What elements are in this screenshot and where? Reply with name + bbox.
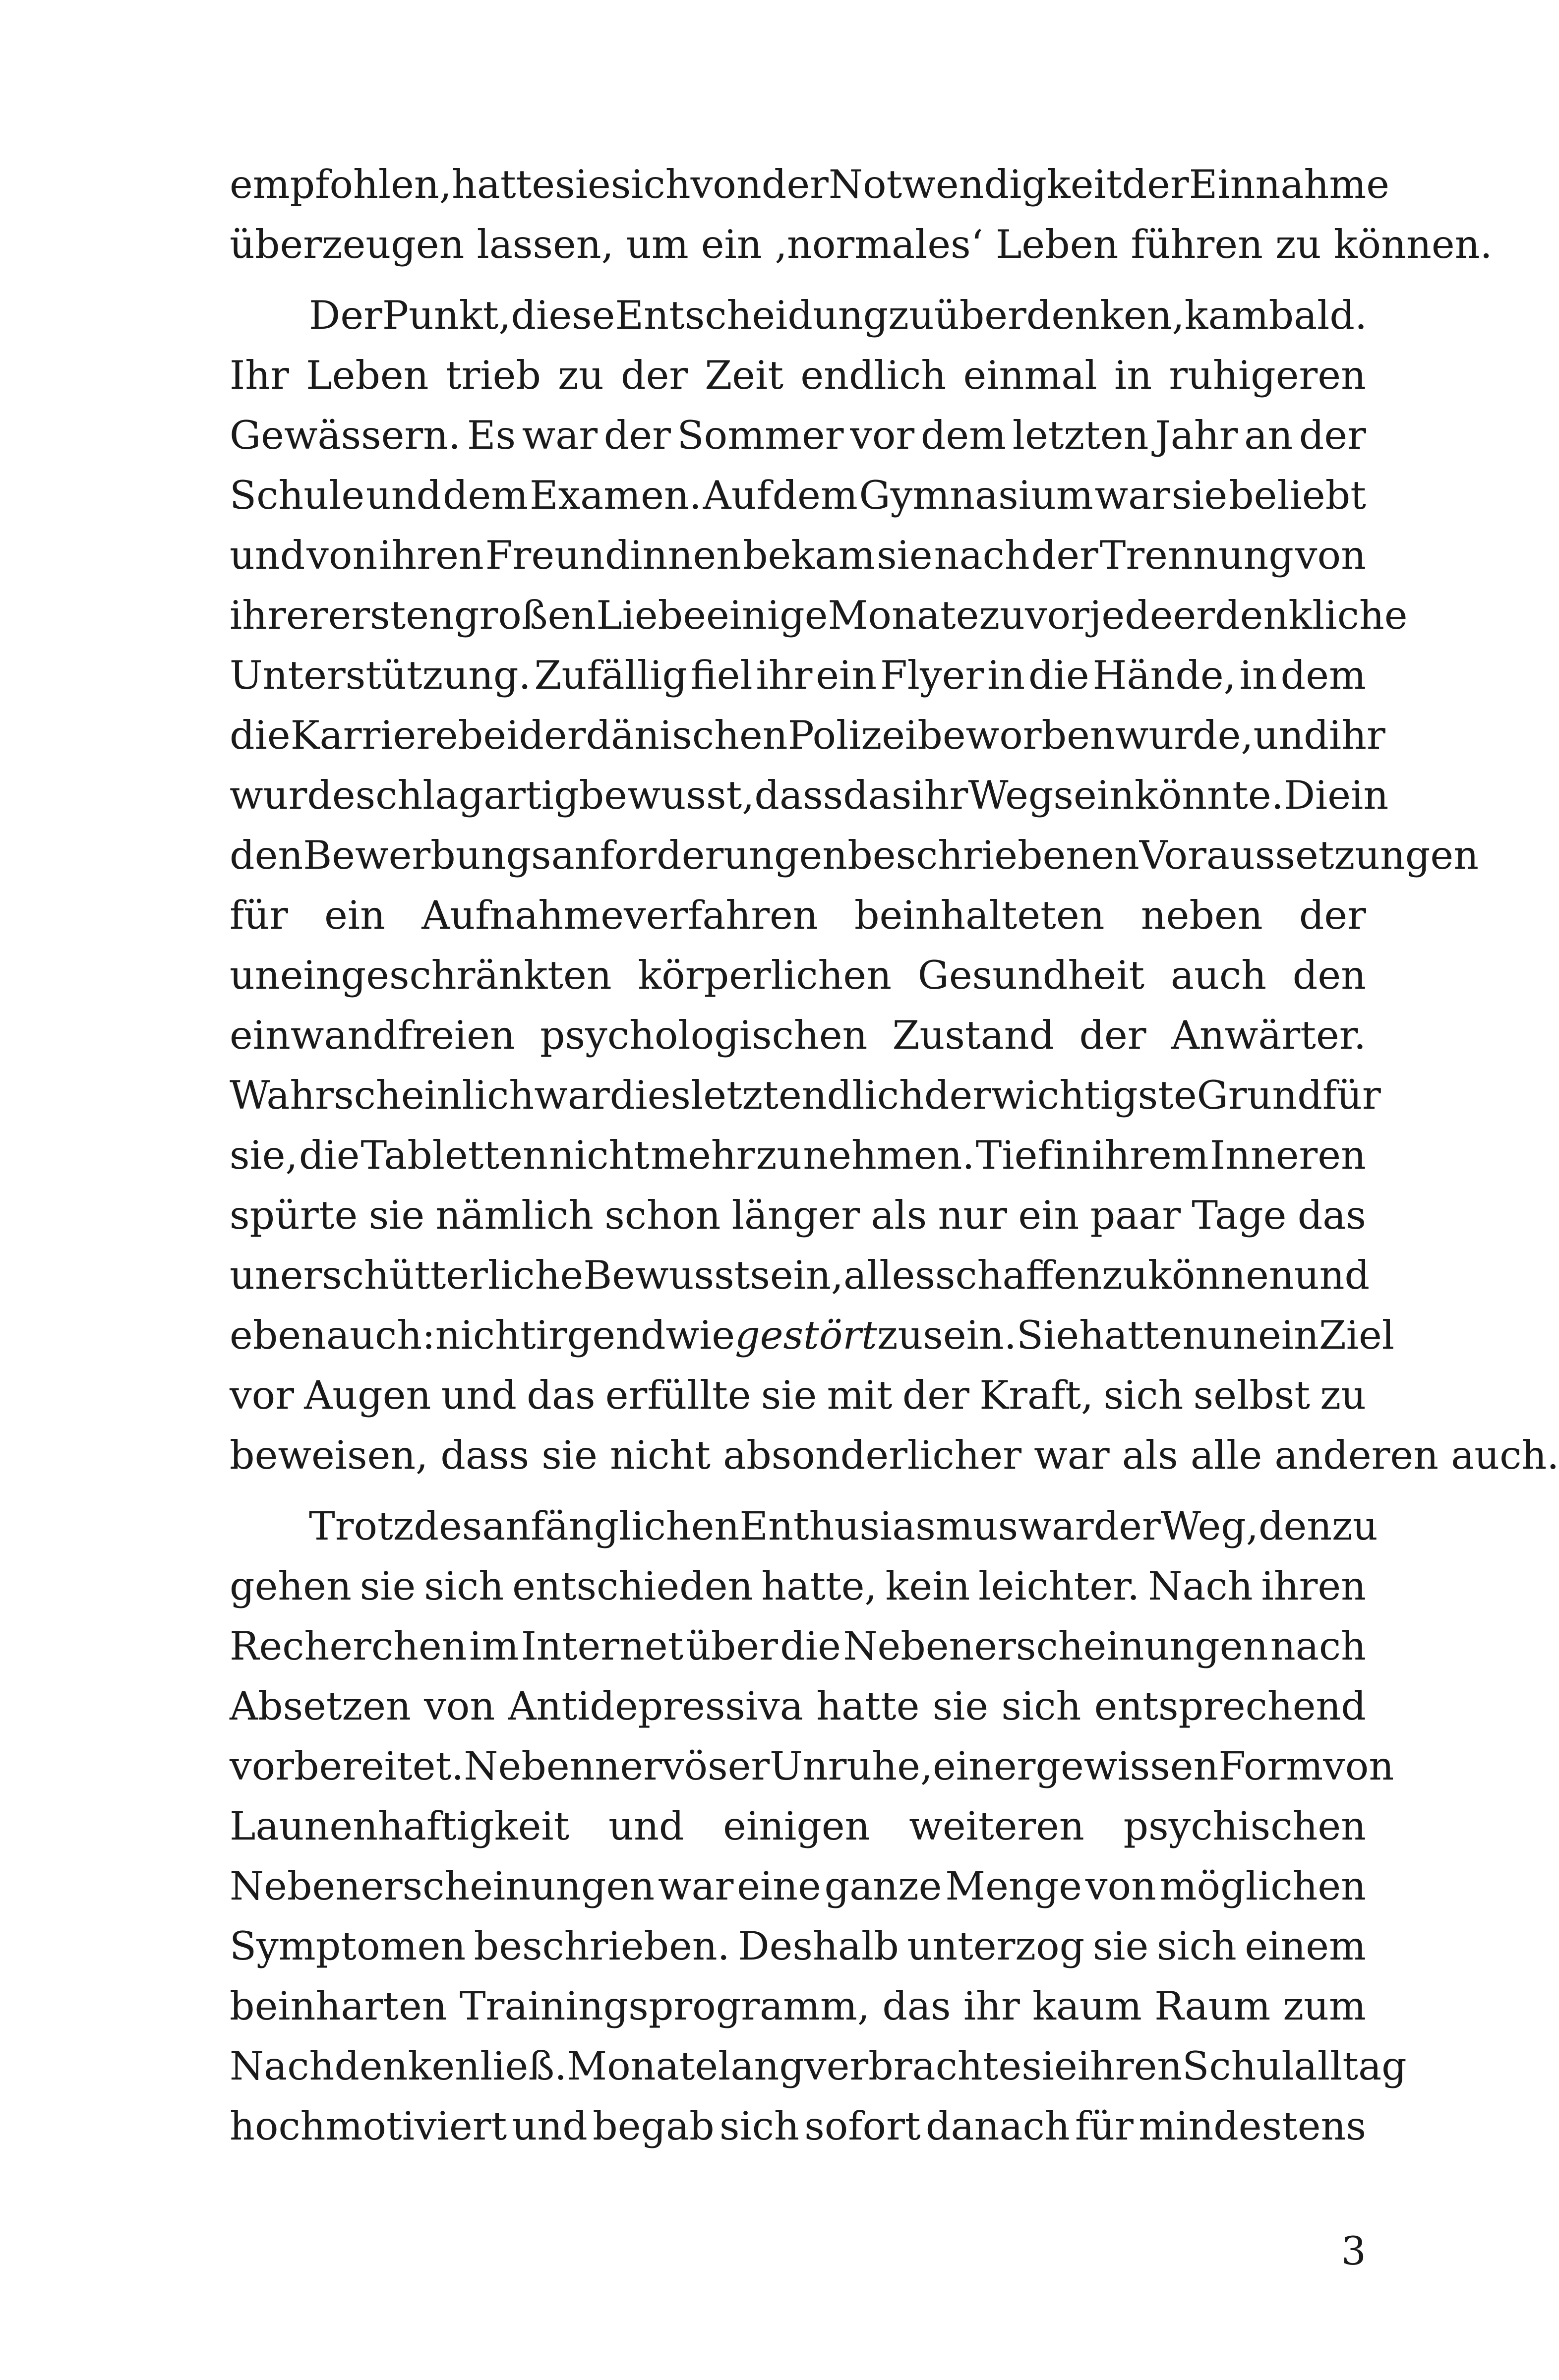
text-line: Absetzen von Antidepressiva hatte sie sich entsprechend	[230, 1683, 1366, 1729]
text-line: Launenhaftigkeit und einigen weiteren psychischen	[230, 1803, 1366, 1849]
text-line: Ihr Leben trieb zu der Zeit endlich einmal in ruhigeren	[230, 353, 1366, 398]
text-line: einwandfreien psychologischen Zustand der Anwärter.	[230, 1012, 1366, 1058]
text-line: unerschütterliche Bewusstsein, alles schaffen zu können und	[230, 1252, 1370, 1298]
text-line: Symptomen beschrieben. Deshalb unterzog sie sich einem	[230, 1923, 1366, 1969]
text-line: uneingeschränkten körperlichen Gesundheit auch den	[230, 952, 1366, 998]
text-line: Nebenerscheinungen war eine ganze Menge von möglichen	[230, 1863, 1366, 1909]
text-line: wurde schlagartig bewusst, dass das ihr Weg sein könnte. Die in	[230, 773, 1389, 818]
text-line: vor Augen und das erfüllte sie mit der Kraft, sich selbst zu	[230, 1372, 1366, 1418]
text-line: Trotz des anfänglichen Enthusiasmus war der Weg, den zu	[309, 1503, 1378, 1549]
text-line: die Karriere bei der dänischen Polizei beworben wurde, und ihr	[230, 713, 1385, 758]
paragraph	[230, 1496, 1407, 2156]
text-line: Der Punkt, diese Entscheidung zu überdenken, kam bald.	[309, 293, 1368, 338]
text-line: Schule und dem Examen. Auf dem Gymnasium war sie beliebt	[230, 473, 1366, 518]
text-line: für ein Aufnahmeverfahren beinhalteten neben der	[230, 892, 1366, 938]
text-line: und von ihren Freundinnen bekam sie nach der Trennung von	[230, 533, 1366, 578]
body-text	[230, 155, 1559, 2156]
text-line: überzeugen lassen, um ein ‚normales‘ Leben führen zu können.	[230, 222, 1493, 267]
text-line: den Bewerbungsanforderungen beschriebenen Voraussetzungen	[230, 833, 1479, 878]
text-line: hochmotiviert und begab sich sofort danach für mindestens	[230, 2103, 1366, 2149]
page-number: 3	[1341, 2228, 1366, 2274]
text-line: spürte sie nämlich schon länger als nur ein paar Tage das	[230, 1192, 1366, 1238]
text-line: sie, die Tabletten nicht mehr zu nehmen. Tief in ihrem Inneren	[230, 1132, 1366, 1178]
text-line: Unterstützung. Zufällig fiel ihr ein Flyer in die Hände, in dem	[230, 653, 1366, 698]
text-line: Wahrscheinlich war dies letztendlich der wichtigste Grund für	[230, 1072, 1381, 1118]
text-line: gehen sie sich entschieden hatte, kein leichter. Nach ihren	[230, 1563, 1366, 1609]
text-line: beinharten Trainingsprogramm, das ihr kaum Raum zum	[230, 1983, 1366, 2029]
text-line: vorbereitet. Neben nervöser Unruhe, einer gewissen Form von	[230, 1743, 1394, 1789]
text-line: Gewässern. Es war der Sommer vor dem letzten Jahr an der	[230, 413, 1366, 458]
paragraph	[230, 155, 1493, 275]
text-line: Recherchen im Internet über die Nebenerscheinungen nach	[230, 1623, 1366, 1669]
text-line: empfohlen, hatte sie sich von der Notwendigkeit der Einnahme	[230, 162, 1390, 207]
text-line: Nachdenken ließ. Monatelang verbrachte sie ihren Schulalltag	[230, 2043, 1407, 2089]
paragraph	[230, 286, 1559, 1486]
text-line: eben auch: nicht irgendwie gestört zu sein. Sie hatte nun ein Ziel	[230, 1312, 1395, 1358]
text-line: beweisen, dass sie nicht absonderlicher war als alle anderen auch.	[230, 1432, 1559, 1478]
text-line: ihrer ersten großen Liebe einige Monate zuvor jede erdenkliche	[230, 593, 1408, 638]
